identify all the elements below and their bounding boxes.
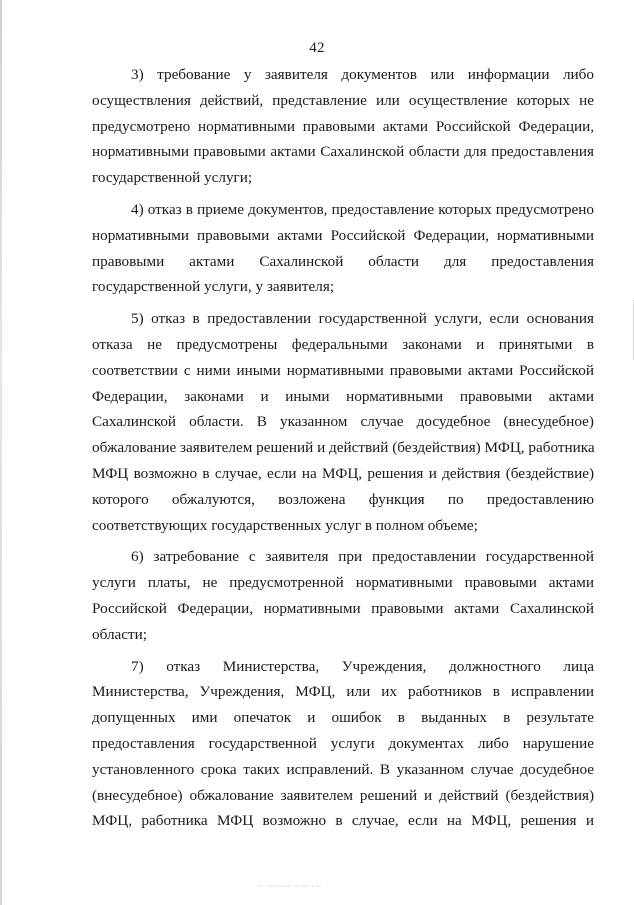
- text-line: обжалование заявителем решений и действий (бездействия) МФЦ, работника: [92, 439, 595, 457]
- text-line: государственной услуги;: [92, 169, 253, 187]
- page-number: 42: [309, 40, 325, 56]
- text-line: соответствующих государственных услуг в полном объеме;: [92, 516, 478, 534]
- paragraph-item-3: [92, 62, 594, 191]
- text-line: которого обжалуются, возложена функция по предоставлению: [92, 490, 594, 508]
- text-line: установленного срока таких исправлений. В указанном случае досудебное: [92, 760, 594, 778]
- text-line: нормативными правовыми актами Сахалинской области для предоставления: [92, 143, 594, 161]
- text-line: (внесудебное) обжалование заявителем решений и действий (бездействия): [92, 786, 594, 804]
- text-line: области;: [92, 625, 147, 643]
- text-line: 7) отказ Министерства, Учреждения, должностного лица: [131, 657, 594, 675]
- text-line: соответствии с ними иными нормативными правовыми актами Российской: [92, 361, 594, 379]
- paragraph-item-7: [92, 654, 594, 835]
- text-line: отказа не предусмотрены федеральными законами и принятыми в: [92, 335, 594, 353]
- text-line: Сахалинской области. В указанном случае досудебное (внесудебное): [92, 413, 594, 431]
- paragraph-item-5: [92, 306, 594, 538]
- text-line: 4) отказ в приеме документов, предоставление которых предусмотрено: [131, 200, 594, 218]
- text-line: правовыми актами Сахалинской области для предоставления: [92, 252, 594, 270]
- text-line: осуществления действий, представление или осуществление которых не: [92, 91, 594, 109]
- text-line: предоставления государственной услуги документах либо нарушение: [92, 734, 594, 752]
- paragraph-item-6: [92, 544, 594, 647]
- text-line: Федерации, законами и иными нормативными правовыми актами: [92, 387, 594, 405]
- text-line: Министерства, Учреждения, МФЦ, или их работников в исправлении: [92, 683, 594, 701]
- paragraph-item-4: [92, 197, 594, 300]
- text-line: МФЦ возможно в случае, если на МФЦ, решения и действия (бездействие): [92, 464, 594, 482]
- text-line: 6) затребование с заявителя при предоставлении государственной: [131, 548, 594, 566]
- text-line: предусмотрено нормативными правовыми актами Российской Федерации,: [92, 117, 594, 135]
- text-line: государственной услуги, у заявителя;: [92, 278, 335, 296]
- text-line: услуги платы, не предусмотренной нормативными правовыми актами: [92, 574, 594, 592]
- scan-artifact-marks: ~.~-~~ ~~.-~: [258, 884, 323, 888]
- scan-edge-left: [0, 0, 2, 905]
- body-text: [92, 62, 594, 840]
- text-line: 3) требование у заявителя документов или информации либо: [131, 66, 594, 83]
- text-line: МФЦ, работника МФЦ возможно в случае, если на МФЦ, решения и: [92, 812, 594, 830]
- text-line: 5) отказ в предоставлении государственной услуги, если основания: [131, 310, 594, 328]
- text-line: Российской Федерации, нормативными правовыми актами Сахалинской: [92, 599, 594, 617]
- text-line: допущенных ими опечаток и ошибок в выданных в результате: [92, 709, 594, 727]
- text-line: нормативными правовыми актами Российской Федерации, нормативными: [92, 226, 594, 244]
